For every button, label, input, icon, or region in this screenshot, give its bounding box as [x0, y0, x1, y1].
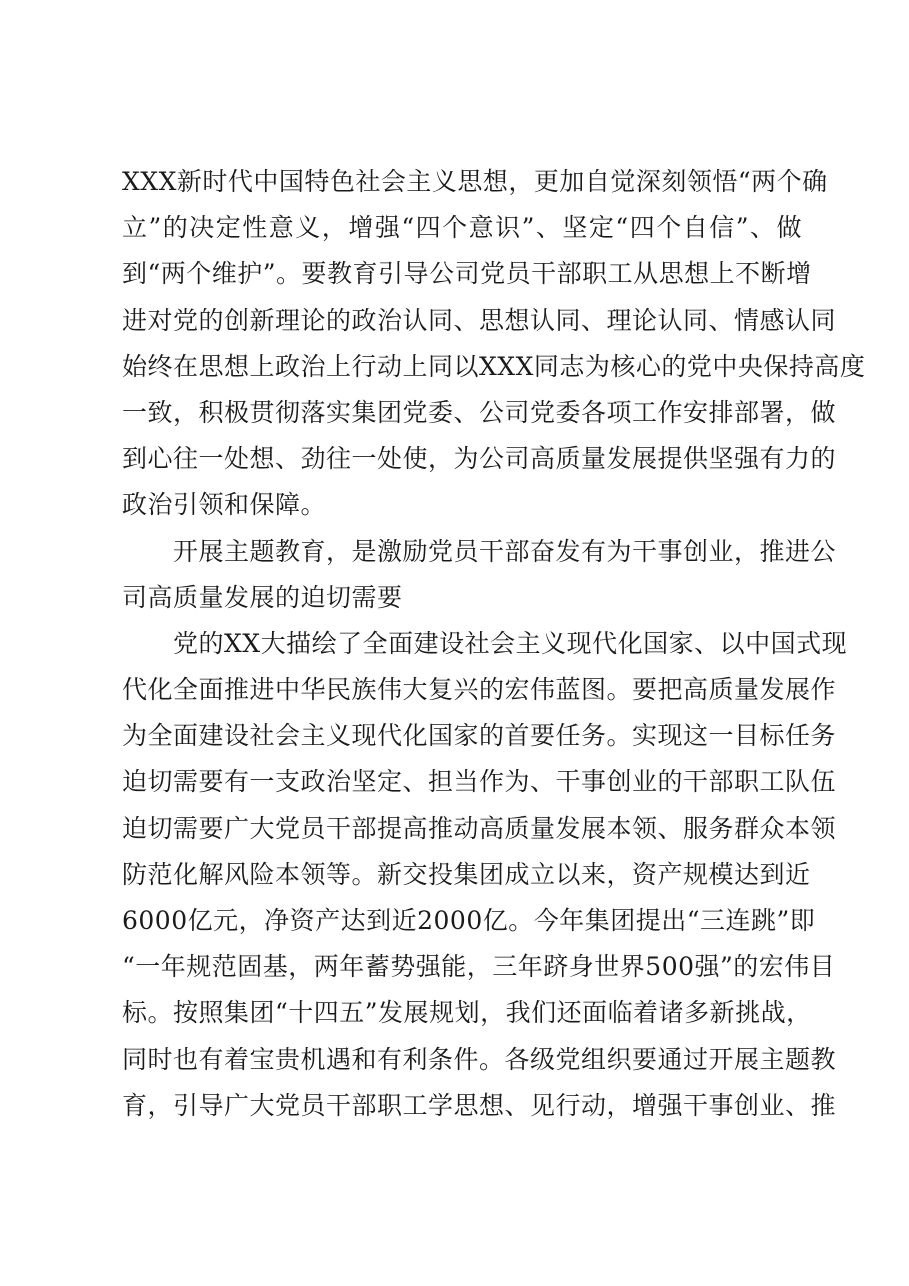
text-line: 迫切需要广大党员干部提高推动高质量发展本领、服务群众本领 — [122, 813, 837, 843]
text-line: XXX新时代中国特色社会主义思想，更加自觉深刻领悟“两个确 — [122, 167, 828, 196]
text-line: 到“两个维护”。要教育引导公司党员干部职工从思想上不断增 — [122, 259, 812, 289]
paragraph-3 — [122, 621, 848, 1129]
text-line: 育，引导广大党员干部职工学思想、见行动，增强干事创业、推 — [122, 1090, 837, 1120]
text-line: 代化全面推进中华民族伟大复兴的宏伟蓝图。要把高质量发展作 — [122, 675, 837, 705]
section-heading-paragraph — [122, 529, 837, 621]
text-line: 开展主题教育，是激励党员干部奋发有为干事创业，推进公 — [122, 536, 837, 566]
text-line: 一致，积极贯彻落实集团党委、公司党委各项工作安排部署，做 — [122, 397, 837, 427]
text-line: 标。按照集团“十四五”发展规划，我们还面临着诸多新挑战， — [122, 998, 812, 1028]
text-line: 防范化解风险本领等。新交投集团成立以来，资产规模达到近 — [122, 859, 811, 889]
text-line: 政治引领和保障。 — [122, 490, 327, 520]
text-line: 司高质量发展的迫切需要 — [122, 582, 403, 612]
text-line: 同时也有着宝贵机遇和有利条件。各级党组织要通过开展主题教 — [122, 1044, 837, 1074]
text-line: 6000亿元，净资产达到近2000亿。今年集团提出“三连跳”即 — [122, 906, 816, 935]
paragraph-1 — [122, 159, 866, 529]
text-line: 为全面建设社会主义现代化国家的首要任务。实现这一目标任务 — [122, 721, 837, 751]
text-line: 到心往一处想、劲往一处使，为公司高质量发展提供坚强有力的 — [122, 444, 837, 474]
text-line: “一年规范固基，两年蓄势强能，三年跻身世界500强”的宏伟目 — [122, 952, 836, 982]
text-line: 始终在思想上政治上行动上同以XXX同志为核心的党中央保持高度 — [122, 351, 866, 381]
document-body — [122, 159, 866, 1129]
text-line: 迫切需要有一支政治坚定、担当作为、干事创业的干部职工队伍 — [122, 767, 837, 797]
text-line: 进对党的创新理论的政治认同、思想认同、理论认同、情感认同 — [122, 305, 837, 335]
text-line: 立”的决定性意义，增强“四个意识”、坚定“四个自信”、做 — [122, 213, 802, 243]
text-line: 党的XX大描绘了全面建设社会主义现代化国家、以中国式现 — [122, 628, 848, 658]
